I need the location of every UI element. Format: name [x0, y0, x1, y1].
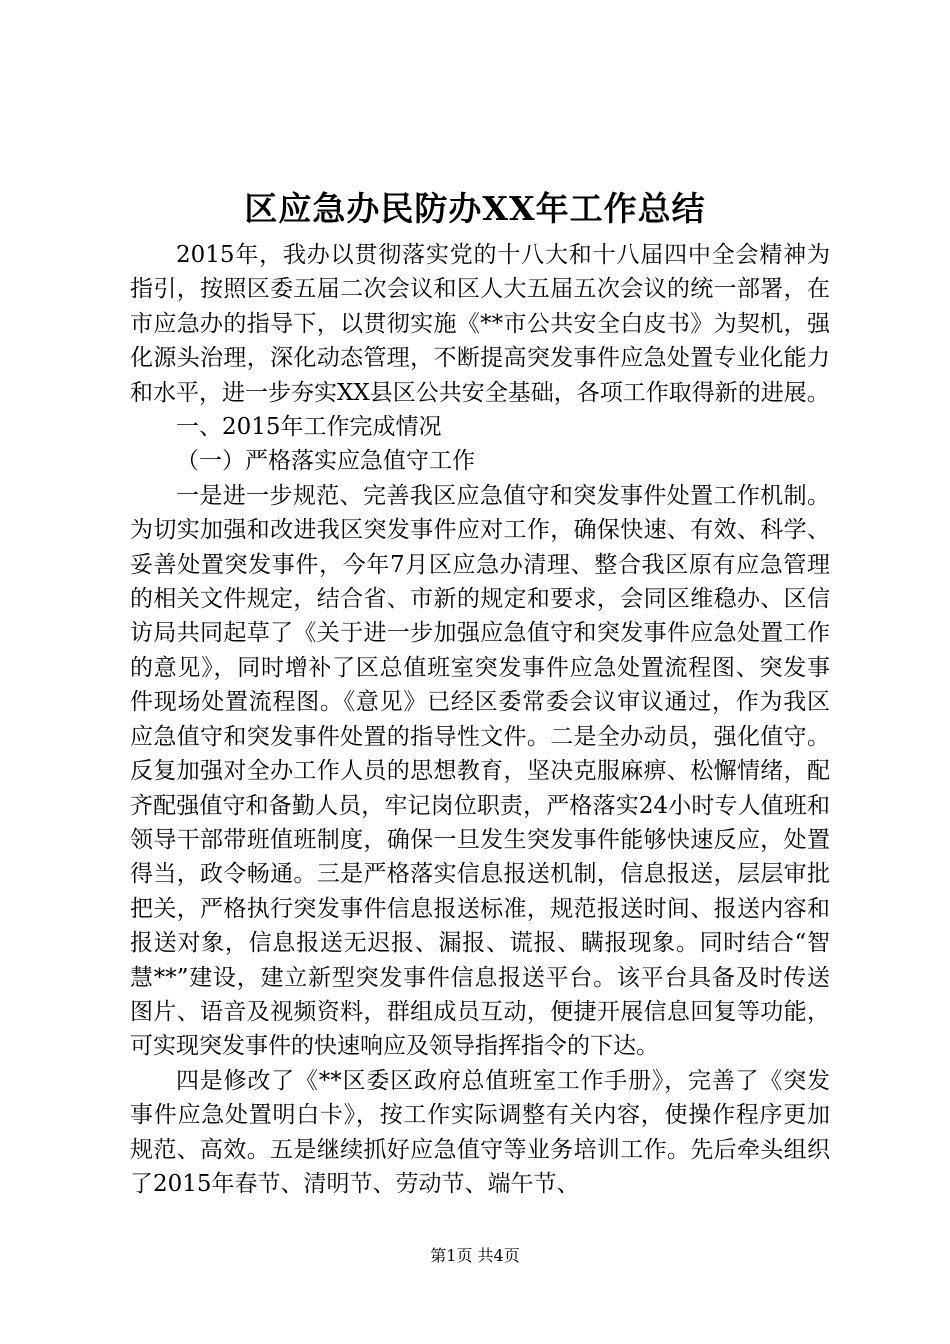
section-heading: 一、2015年工作完成情况 — [176, 414, 442, 441]
paragraph-duty-work: 一是进一步规范、完善我区应急值守和突发事件处置工作机制。为切实加强和改进我区突发事件应对工作，确保快速、有效、科学、妥善处置突发事件，今年7月区应急办清理、整合我区原有应急管理的相关文件规定，结合省、市新的规定和要求，会同区维稳办、区信访局共同起草了《关于进一步加强应急值守和突发事件应急处置工作的意见》，同时增补了区总值班室突发事件应急处置流程图、突发事件现场处置流程图。《意见》已经区委常委会议审议通过，作为我区应急值守和突发事件处置的指导性文件。二是全办动员，强化值守。反复加强对全办工作人员的思想教育，坚决克服麻痹、松懈情绪，配齐配强值守和备勤人员，牢记岗位职责，严格落实24小时专人值班和领导干部带班值班制度，确保一旦发生突发事件能够快速反应，处置得当，政令畅通。三是严格落实信息报送机制，信息报送，层层审批把关，严格执行突发事件信息报送标准，规范报送时间、报送内容和报送对象，信息报送无迟报、漏报、谎报、瞒报现象。同时结合“智慧**”建设，建立新型突发事件信息报送平台。该平台具备及时传送图片、语音及视频资料，群组成员互动，便捷开展信息回复等功能，可实现突发事件的快速响应及领导指挥指令的下达。 — [130, 482, 830, 1060]
subsection-heading: （一）严格落实应急值守工作 — [176, 448, 475, 475]
paragraph-manual-training: 四是修改了《**区委区政府总值班室工作手册》，完善了《突发事件应急处置明白卡》，按工作实际调整有关内容，使操作程序更加规范、高效。五是继续抓好应急值守等业务培训工作。先后牵头组织了2015年春节、清明节、劳动节、端午节、 — [130, 1067, 830, 1197]
paragraph-intro: 2015年，我办以贯彻落实党的十八大和十八届四中全会精神为指引，按照区委五届二次会议和区人大五届五次会议的统一部署，在市应急办的指导下，以贯彻实施《**市公共安全白皮书》为契机，强化源头治理，深化动态管理，不断提高突发事件应急处置专业化能力和水平，进一步夯实XX县区公共安全基础，各项工作取得新的进展。 — [130, 242, 830, 406]
page-number-footer: 第1页 共4页 — [430, 1246, 520, 1265]
document-body — [130, 238, 830, 1201]
document-title: 区应急办民防办XX年工作总结 — [244, 189, 706, 228]
